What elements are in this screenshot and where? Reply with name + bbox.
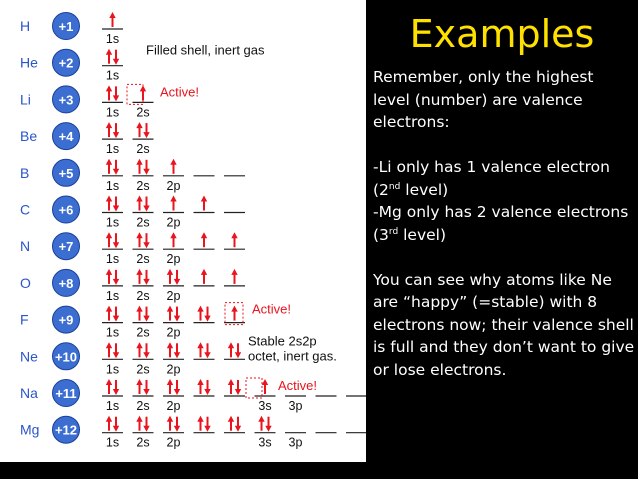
orbital-label-b-1: 2s <box>136 178 150 193</box>
electron-up-arrow-f-0 <box>106 306 112 321</box>
orbital-label-f-1: 2s <box>136 325 150 340</box>
charge-n: +7 <box>58 239 74 255</box>
electron-up-arrow-ne-3 <box>197 342 203 357</box>
orbital-label-na-2: 2p <box>166 399 181 413</box>
orbital-label-ne-0: 1s <box>105 362 120 377</box>
orbital-label-ne-2: 2p <box>166 362 181 377</box>
orbital-label-c-1: 2s <box>136 215 150 230</box>
orbital-label-mg-0: 1s <box>105 435 120 450</box>
element-symbol-b: B <box>20 164 30 181</box>
active-box-na <box>246 378 262 398</box>
electron-up-arrow-mg-1 <box>136 416 142 431</box>
electron-up-arrow-ne-2 <box>167 342 173 357</box>
charge-h: +1 <box>58 19 74 34</box>
orbital-label-f-0: 1s <box>105 325 120 340</box>
orbital-label-n-1: 2s <box>136 252 150 267</box>
orbital-label-na-0: 1s <box>105 399 120 413</box>
electron-up-arrow-ne-0 <box>106 342 112 357</box>
slide-title: Examples <box>409 12 595 56</box>
electron-up-arrow-ne-1 <box>136 342 142 357</box>
electron-up-arrow-mg-2 <box>167 416 173 431</box>
filled-shell-annotation: Filled shell, inert gas <box>146 42 265 58</box>
electron-down-arrow-mg-5 <box>265 417 271 432</box>
electron-down-arrow-o-0 <box>113 270 119 285</box>
orbital-label-na-5: 3s <box>258 399 272 413</box>
conclusion-text: You can see why atoms like Ne are “happy” (=stable) with 8 electrons now; their valence shell is full and they don’t want to give or lose electrons. <box>373 270 635 379</box>
electron-up-arrow-f-1 <box>136 306 142 321</box>
electron-down-arrow-n-1 <box>143 233 149 248</box>
orbital-label-f-2: 2p <box>166 325 181 340</box>
electron-up-arrow-li-0 <box>106 85 112 100</box>
electron-down-arrow-f-3 <box>204 307 210 322</box>
orbital-label-li-1: 2s <box>136 105 150 120</box>
electron-up-arrow-o-4 <box>231 269 237 284</box>
mg-text <box>373 201 635 246</box>
element-symbol-mg: Mg <box>20 421 40 438</box>
element-symbol-o: O <box>20 274 31 291</box>
electron-down-arrow-b-0 <box>113 160 119 175</box>
spacer <box>373 246 635 269</box>
orbital-label-h-0: 1s <box>105 32 120 46</box>
element-symbol-na: Na <box>20 385 38 401</box>
active-annotation-li: Active! <box>160 84 200 100</box>
element-symbol-li: Li <box>20 91 31 108</box>
electron-up-arrow-mg-0 <box>106 416 112 431</box>
charge-li: +3 <box>58 92 74 108</box>
orbital-label-b-0: 1s <box>105 178 120 193</box>
element-symbol-c: C <box>20 201 31 218</box>
electron-down-arrow-f-1 <box>143 307 149 322</box>
electron-down-arrow-he-0 <box>113 50 119 65</box>
mg-text-a: -Mg only has 2 valence electrons (3 <box>373 203 629 244</box>
electron-down-arrow-mg-3 <box>204 417 210 432</box>
electron-up-arrow-f-3 <box>197 306 203 321</box>
charge-o: +8 <box>58 275 74 291</box>
electron-down-arrow-f-0 <box>113 307 119 322</box>
orbital-label-o-1: 2s <box>136 288 150 303</box>
spacer <box>373 134 635 157</box>
li-text-b: level) <box>400 180 449 199</box>
remember-text: Remember, only the highest level (number) are valence electrons: <box>373 68 594 131</box>
element-symbol-ne: Ne <box>20 348 38 365</box>
element-symbol-f: F <box>20 311 29 328</box>
electron-up-arrow-n-0 <box>106 232 112 247</box>
electron-down-arrow-mg-2 <box>174 417 180 432</box>
electron-up-arrow-ne-4 <box>228 342 234 357</box>
electron-up-arrow-b-0 <box>106 159 112 174</box>
stable-annotation-line2: octet, inert gas. <box>248 348 337 364</box>
orbital-label-be-1: 2s <box>136 142 150 157</box>
charge-mg: +12 <box>54 422 78 438</box>
electron-up-arrow-he-0 <box>106 49 112 64</box>
electron-down-arrow-na-3 <box>204 380 210 395</box>
electron-down-arrow-be-1 <box>143 123 149 138</box>
orbital-label-o-2: 2p <box>166 288 181 303</box>
electron-up-arrow-b-2 <box>170 159 176 174</box>
electron-up-arrow-c-3 <box>201 196 207 211</box>
electron-down-arrow-ne-2 <box>174 343 180 358</box>
charge-c: +6 <box>58 202 74 218</box>
electron-down-arrow-na-4 <box>235 380 241 395</box>
charge-he: +2 <box>58 55 74 71</box>
orbital-label-mg-6: 3p <box>288 435 303 450</box>
orbital-label-ne-1: 2s <box>136 362 150 377</box>
orbital-label-n-0: 1s <box>105 252 120 267</box>
orbital-label-he-0: 1s <box>105 68 120 83</box>
orbital-label-na-6: 3p <box>288 399 303 413</box>
electron-up-arrow-n-2 <box>170 232 176 247</box>
electron-down-arrow-mg-4 <box>235 417 241 432</box>
electron-up-arrow-na-5 <box>262 379 268 394</box>
electron-up-arrow-c-1 <box>136 196 142 211</box>
electron-up-arrow-f-2 <box>167 306 173 321</box>
electron-down-arrow-na-2 <box>174 380 180 395</box>
orbital-label-c-2: 2p <box>166 215 181 230</box>
electron-up-arrow-o-0 <box>106 269 112 284</box>
electron-up-arrow-mg-3 <box>197 416 203 431</box>
electron-up-arrow-b-1 <box>136 159 142 174</box>
orbital-label-li-0: 1s <box>105 105 120 120</box>
orbital-label-na-1: 2s <box>136 399 150 413</box>
electron-down-arrow-ne-3 <box>204 343 210 358</box>
element-symbol-h: H <box>20 18 31 34</box>
element-symbol-be: Be <box>20 128 38 145</box>
charge-f: +9 <box>58 312 74 328</box>
orbital-label-n-2: 2p <box>166 252 181 267</box>
element-symbol-he: He <box>20 54 38 71</box>
electron-up-arrow-mg-4 <box>228 416 234 431</box>
electron-up-arrow-f-4 <box>231 306 237 321</box>
electron-down-arrow-c-1 <box>143 197 149 212</box>
active-annotation-f: Active! <box>252 301 292 317</box>
orbital-label-mg-2: 2p <box>166 435 181 450</box>
electron-up-arrow-na-1 <box>136 379 142 394</box>
electron-down-arrow-o-2 <box>174 270 180 285</box>
electron-up-arrow-be-1 <box>136 122 142 137</box>
electron-up-arrow-o-2 <box>167 269 173 284</box>
charge-b: +5 <box>58 165 74 181</box>
charge-be: +4 <box>58 129 74 145</box>
electron-up-arrow-h-0 <box>109 12 115 27</box>
active-annotation-na: Active! <box>278 378 318 393</box>
orbital-label-c-0: 1s <box>105 215 120 230</box>
charge-ne: +10 <box>54 349 78 365</box>
electron-down-arrow-be-0 <box>113 123 119 138</box>
electron-up-arrow-o-1 <box>136 269 142 284</box>
electron-up-arrow-n-3 <box>201 232 207 247</box>
orbital-label-b-2: 2p <box>166 178 181 193</box>
mg-text-sup: rd <box>388 226 399 237</box>
orbital-label-mg-1: 2s <box>136 435 150 450</box>
li-text-a: -Li only has 1 valence electron (2 <box>373 158 610 199</box>
electron-down-arrow-na-1 <box>143 380 149 395</box>
electron-down-arrow-o-1 <box>143 270 149 285</box>
electron-up-arrow-c-2 <box>170 196 176 211</box>
electron-up-arrow-mg-5 <box>258 416 264 431</box>
electron-down-arrow-li-0 <box>113 86 119 101</box>
li-text <box>373 156 635 201</box>
electron-up-arrow-na-2 <box>167 379 173 394</box>
electron-up-arrow-na-0 <box>106 379 112 394</box>
orbital-label-o-0: 1s <box>105 288 120 303</box>
li-text-sup: nd <box>388 181 401 192</box>
electron-down-arrow-b-1 <box>143 160 149 175</box>
electron-down-arrow-ne-1 <box>143 343 149 358</box>
electron-down-arrow-ne-0 <box>113 343 119 358</box>
electron-up-arrow-be-0 <box>106 122 112 137</box>
mg-text-b: level) <box>398 225 447 244</box>
electron-up-arrow-o-3 <box>201 269 207 284</box>
electron-up-arrow-na-4 <box>228 379 234 394</box>
orbital-label-mg-5: 3s <box>258 435 272 450</box>
electron-down-arrow-f-2 <box>174 307 180 322</box>
element-symbol-n: N <box>20 238 31 255</box>
electron-down-arrow-mg-0 <box>113 417 119 432</box>
electron-down-arrow-na-0 <box>113 380 119 395</box>
electron-up-arrow-c-0 <box>106 196 112 211</box>
stable-annotation-line1: Stable 2s2p <box>248 333 317 349</box>
electron-down-arrow-c-0 <box>113 197 119 212</box>
electron-up-arrow-n-1 <box>136 232 142 247</box>
electron-up-arrow-n-4 <box>231 232 237 247</box>
slide-body-text <box>373 66 635 381</box>
electron-up-arrow-na-3 <box>197 379 203 394</box>
orbital-label-be-0: 1s <box>105 142 120 157</box>
charge-na: +11 <box>55 386 77 401</box>
active-box-li <box>127 84 143 104</box>
electron-down-arrow-mg-1 <box>143 417 149 432</box>
electron-down-arrow-ne-4 <box>235 343 241 358</box>
electron-down-arrow-n-0 <box>113 233 119 248</box>
